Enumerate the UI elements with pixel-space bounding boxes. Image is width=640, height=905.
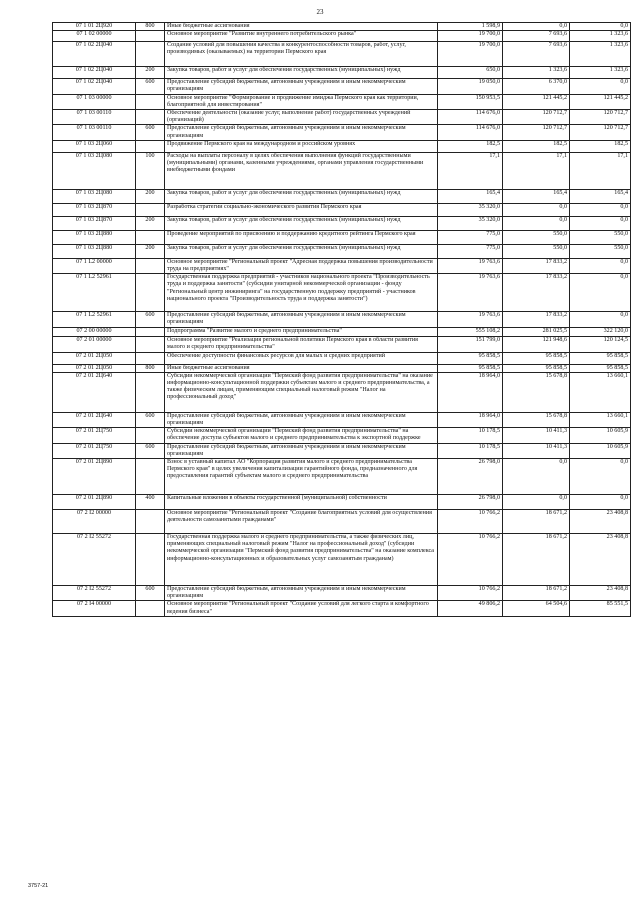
table-row xyxy=(53,510,631,534)
amount-year-1-cell: 17,1 xyxy=(438,152,503,189)
table-row xyxy=(53,258,631,273)
amount-year-2-cell: 7 693,6 xyxy=(503,31,570,42)
expense-type-cell xyxy=(136,601,165,617)
amount-year-3-cell: 550,0 xyxy=(570,244,631,258)
expense-type-cell xyxy=(136,110,165,125)
table-row xyxy=(53,203,631,216)
table-row xyxy=(53,31,631,42)
amount-year-1-cell: 95 858,5 xyxy=(438,352,503,364)
budget-code-cell: 07 1 02 00000 xyxy=(53,31,136,42)
amount-year-3-cell: 0,0 xyxy=(570,23,631,31)
item-name-cell: Предоставление субсидий бюджетным, автономным учреждениям и иным некоммерческим организациям xyxy=(165,586,438,601)
budget-code-cell: 07 1 03 2Ц870 xyxy=(53,216,136,230)
budget-code-cell: 07 2 I2 55272 xyxy=(53,586,136,601)
budget-code-cell: 07 1 02 2Ц040 xyxy=(53,42,136,67)
budget-code-cell: 07 1 03 2Ц080 xyxy=(53,152,136,189)
amount-year-1-cell: 10 178,5 xyxy=(438,443,503,458)
amount-year-2-cell: 18 671,2 xyxy=(503,534,570,586)
budget-code-cell: 07 2 00 00000 xyxy=(53,328,136,337)
amount-year-1-cell: 19 763,6 xyxy=(438,274,503,312)
item-name-cell: Субсидии некоммерческой организации "Пермский фонд развития предпринимательства" на оказание информационно-консультационной поддержки субъектам малого и среднего предпринимательства, а также физическим лицам, применяющим специальный налоговый режим "Налог на профессиональный доход" xyxy=(165,372,438,412)
amount-year-2-cell: 182,5 xyxy=(503,140,570,152)
budget-code-cell: 07 1 02 2Ц040 xyxy=(53,79,136,94)
expense-type-cell xyxy=(136,352,165,364)
amount-year-2-cell: 64 504,6 xyxy=(503,601,570,617)
expense-type-cell: 600 xyxy=(136,312,165,328)
amount-year-3-cell: 13 660,1 xyxy=(570,412,631,427)
amount-year-1-cell: 95 858,5 xyxy=(438,364,503,372)
table-row xyxy=(53,337,631,352)
amount-year-1-cell: 18 964,0 xyxy=(438,412,503,427)
table-row xyxy=(53,230,631,244)
budget-code-cell: 07 2 01 2Ц050 xyxy=(53,364,136,372)
item-name-cell: Разработка стратегии социально-экономического развития Пермского края xyxy=(165,203,438,216)
amount-year-2-cell: 17 833,2 xyxy=(503,258,570,273)
budget-code-cell: 07 1 03 2Ц080 xyxy=(53,189,136,203)
item-name-cell: Закупка товаров, работ и услуг для обеспечения государственных (муниципальных) нужд xyxy=(165,216,438,230)
table-row xyxy=(53,274,631,312)
amount-year-2-cell: 120 712,7 xyxy=(503,125,570,140)
item-name-cell: Закупка товаров, работ и услуг для обеспечения государственных (муниципальных) нужд xyxy=(165,244,438,258)
amount-year-2-cell: 0,0 xyxy=(503,495,570,510)
item-name-cell: Основное мероприятие "Региональный проект "Адресная поддержка повышения производительности труда на предприятиях" xyxy=(165,258,438,273)
budget-code-cell: 07 2 I2 55272 xyxy=(53,534,136,586)
amount-year-2-cell: 95 858,5 xyxy=(503,352,570,364)
amount-year-3-cell: 10 605,9 xyxy=(570,443,631,458)
amount-year-1-cell: 19 763,6 xyxy=(438,312,503,328)
amount-year-2-cell: 10 411,3 xyxy=(503,428,570,443)
amount-year-1-cell: 775,0 xyxy=(438,244,503,258)
table-row xyxy=(53,216,631,230)
table-row xyxy=(53,23,631,31)
table-row xyxy=(53,312,631,328)
budget-code-cell: 07 1 L2 52961 xyxy=(53,312,136,328)
expense-type-cell: 200 xyxy=(136,189,165,203)
amount-year-2-cell: 6 370,0 xyxy=(503,79,570,94)
budget-code-cell: 07 2 I2 00000 xyxy=(53,510,136,534)
item-name-cell: Закупка товаров, работ и услуг для обеспечения государственных (муниципальных) нужд xyxy=(165,67,438,79)
amount-year-3-cell: 1 323,6 xyxy=(570,67,631,79)
table-row xyxy=(53,140,631,152)
budget-code-cell: 07 2 01 2Ц750 xyxy=(53,428,136,443)
amount-year-2-cell: 18 671,2 xyxy=(503,586,570,601)
item-name-cell: Иные бюджетные ассигнования xyxy=(165,23,438,31)
amount-year-1-cell: 10 178,5 xyxy=(438,428,503,443)
amount-year-3-cell: 95 858,5 xyxy=(570,364,631,372)
amount-year-3-cell: 182,5 xyxy=(570,140,631,152)
expense-type-cell xyxy=(136,534,165,586)
table-row xyxy=(53,534,631,586)
amount-year-2-cell: 15 678,8 xyxy=(503,412,570,427)
item-name-cell: Обеспечение деятельности (оказание услуг, выполнение работ) государственных учреждений (организаций) xyxy=(165,110,438,125)
amount-year-2-cell: 7 693,6 xyxy=(503,42,570,67)
amount-year-3-cell: 17,1 xyxy=(570,152,631,189)
amount-year-1-cell: 1 598,9 xyxy=(438,23,503,31)
amount-year-3-cell: 0,0 xyxy=(570,258,631,273)
amount-year-1-cell: 775,0 xyxy=(438,230,503,244)
table-row xyxy=(53,244,631,258)
amount-year-3-cell: 0,0 xyxy=(570,203,631,216)
amount-year-3-cell: 0,0 xyxy=(570,79,631,94)
expense-type-cell xyxy=(136,428,165,443)
budget-code-cell: 07 2 01 2Ц750 xyxy=(53,443,136,458)
expense-type-cell xyxy=(136,203,165,216)
amount-year-1-cell: 26 798,0 xyxy=(438,459,503,495)
budget-code-cell: 07 1 L2 52961 xyxy=(53,274,136,312)
budget-code-cell: 07 2 I4 00000 xyxy=(53,601,136,617)
budget-code-cell: 07 1 03 2Ц880 xyxy=(53,230,136,244)
budget-code-cell: 07 1 03 2Ц880 xyxy=(53,244,136,258)
expense-type-cell xyxy=(136,337,165,352)
amount-year-1-cell: 10 766,2 xyxy=(438,510,503,534)
amount-year-3-cell: 550,0 xyxy=(570,230,631,244)
item-name-cell: Основное мероприятие "Формирование и продвижение имиджа Пермского края как территории, благоприятной для инвестирования" xyxy=(165,94,438,109)
amount-year-1-cell: 49 806,2 xyxy=(438,601,503,617)
item-name-cell: Предоставление субсидий бюджетным, автономным учреждениям и иным некоммерческим организациям xyxy=(165,312,438,328)
expense-type-cell: 100 xyxy=(136,152,165,189)
expense-type-cell xyxy=(136,510,165,534)
item-name-cell: Предоставление субсидий бюджетным, автономным учреждениям и иным некоммерческим организациям xyxy=(165,79,438,94)
table-row xyxy=(53,152,631,189)
expense-type-cell: 200 xyxy=(136,244,165,258)
item-name-cell: Государственная поддержка предприятий - участников национального проекта "Производительность труда и поддержка занятости" (субсидии унитарной некоммерческой организации - фонду "Региональный центр инжиниринга" на государственную поддержку предприятий - участников национального проекта "Производительность труда и поддержка занятости") xyxy=(165,274,438,312)
amount-year-2-cell: 0,0 xyxy=(503,459,570,495)
item-name-cell: Основное мероприятие "Региональный проект "Создание благоприятных условий для осуществления деятельности самозанятыми гражданами" xyxy=(165,510,438,534)
budget-code-cell: 07 2 01 2Ц640 xyxy=(53,412,136,427)
item-name-cell: Предоставление субсидий бюджетным, автономным учреждениям и иным некоммерческим организациям xyxy=(165,125,438,140)
item-name-cell: Расходы на выплаты персоналу в целях обеспечения выполнения функций государственными (муниципальными) органами, казенными учреждениями, органами управления государственными внебюджетными фондами xyxy=(165,152,438,189)
amount-year-2-cell: 1 323,6 xyxy=(503,67,570,79)
item-name-cell: Государственная поддержка малого и среднего предпринимательства, а также физических лиц, применяющих специальный налоговый режим "Налог на профессиональный доход" (субсидии некоммерческой организации "Пермский фонд развития предпринимательства" на оказание комплекса информационно-консультационных и образовательных услуг самозанятым гражданам) xyxy=(165,534,438,586)
expense-type-cell: 200 xyxy=(136,67,165,79)
expense-type-cell xyxy=(136,372,165,412)
table-row xyxy=(53,601,631,617)
item-name-cell: Субсидии некоммерческой организации "Пермский фонд развития предпринимательства" на обеспечение доступа субъектов малого и среднего предпринимательства к экспортной поддержке xyxy=(165,428,438,443)
amount-year-2-cell: 120 712,7 xyxy=(503,110,570,125)
amount-year-3-cell: 120 124,5 xyxy=(570,337,631,352)
amount-year-1-cell: 18 964,0 xyxy=(438,372,503,412)
amount-year-1-cell: 10 766,2 xyxy=(438,534,503,586)
expense-type-cell: 200 xyxy=(136,216,165,230)
amount-year-3-cell: 23 408,8 xyxy=(570,534,631,586)
amount-year-1-cell: 555 108,2 xyxy=(438,328,503,337)
expense-type-cell: 800 xyxy=(136,364,165,372)
amount-year-3-cell: 1 323,6 xyxy=(570,42,631,67)
budget-code-cell: 07 2 01 2Ц640 xyxy=(53,372,136,412)
expense-type-cell: 400 xyxy=(136,495,165,510)
amount-year-2-cell: 17 833,2 xyxy=(503,312,570,328)
table-row xyxy=(53,495,631,510)
amount-year-3-cell: 0,0 xyxy=(570,459,631,495)
item-name-cell: Обеспечение доступности финансовых ресурсов для малых и средних предприятий xyxy=(165,352,438,364)
amount-year-1-cell: 165,4 xyxy=(438,189,503,203)
budget-code-cell: 07 1 02 2Ц040 xyxy=(53,67,136,79)
amount-year-2-cell: 0,0 xyxy=(503,23,570,31)
budget-table xyxy=(52,22,631,617)
amount-year-1-cell: 26 798,0 xyxy=(438,495,503,510)
amount-year-1-cell: 650,0 xyxy=(438,67,503,79)
amount-year-2-cell: 121 948,6 xyxy=(503,337,570,352)
table-row xyxy=(53,79,631,94)
item-name-cell: Проведение мероприятий по присвоению и поддержанию кредитного рейтинга Пермского края xyxy=(165,230,438,244)
expense-type-cell xyxy=(136,230,165,244)
expense-type-cell xyxy=(136,140,165,152)
item-name-cell: Предоставление субсидий бюджетным, автономным учреждениям и иным некоммерческим организациям xyxy=(165,412,438,427)
amount-year-2-cell: 165,4 xyxy=(503,189,570,203)
amount-year-1-cell: 182,5 xyxy=(438,140,503,152)
expense-type-cell: 600 xyxy=(136,412,165,427)
budget-code-cell: 07 1 03 2Ц060 xyxy=(53,140,136,152)
budget-code-cell: 07 2 01 00000 xyxy=(53,337,136,352)
table-row xyxy=(53,110,631,125)
amount-year-1-cell: 114 676,0 xyxy=(438,110,503,125)
amount-year-3-cell: 85 551,5 xyxy=(570,601,631,617)
expense-type-cell: 600 xyxy=(136,443,165,458)
amount-year-3-cell: 0,0 xyxy=(570,216,631,230)
table-row xyxy=(53,94,631,109)
amount-year-2-cell: 550,0 xyxy=(503,230,570,244)
amount-year-2-cell: 121 445,2 xyxy=(503,94,570,109)
expense-type-cell xyxy=(136,459,165,495)
budget-code-cell: 07 1 03 2Ц870 xyxy=(53,203,136,216)
amount-year-3-cell: 322 120,0 xyxy=(570,328,631,337)
item-name-cell: Основное мероприятие "Реализация региональной политики Пермского края в области развития малого и среднего предпринимательства" xyxy=(165,337,438,352)
amount-year-3-cell: 120 712,7 xyxy=(570,125,631,140)
amount-year-2-cell: 0,0 xyxy=(503,216,570,230)
expense-type-cell xyxy=(136,94,165,109)
table-row xyxy=(53,459,631,495)
amount-year-3-cell: 0,0 xyxy=(570,274,631,312)
amount-year-3-cell: 23 408,8 xyxy=(570,510,631,534)
table-row xyxy=(53,428,631,443)
amount-year-1-cell: 35 320,0 xyxy=(438,216,503,230)
amount-year-3-cell: 165,4 xyxy=(570,189,631,203)
budget-table-body xyxy=(53,23,631,617)
document-footer-code: 3757-21 xyxy=(28,883,49,889)
item-name-cell: Основное мероприятие "Региональный проект "Создание условий для легкого старта и комфортного ведения бизнеса" xyxy=(165,601,438,617)
expense-type-cell xyxy=(136,258,165,273)
page-number: 23 xyxy=(316,8,324,16)
budget-code-cell: 07 1 03 00000 xyxy=(53,94,136,109)
amount-year-1-cell: 19 763,6 xyxy=(438,258,503,273)
expense-type-cell: 600 xyxy=(136,79,165,94)
amount-year-2-cell: 17,1 xyxy=(503,152,570,189)
table-row xyxy=(53,364,631,372)
amount-year-1-cell: 19 700,0 xyxy=(438,42,503,67)
amount-year-2-cell: 10 411,3 xyxy=(503,443,570,458)
item-name-cell: Подпрограмма "Развитие малого и среднего предпринимательства" xyxy=(165,328,438,337)
table-row xyxy=(53,42,631,67)
expense-type-cell: 600 xyxy=(136,125,165,140)
table-row xyxy=(53,328,631,337)
item-name-cell: Взнос в уставный капитал АО "Корпорация развития малого и среднего предпринимательства Пермского края" в целях увеличения капитализации гарантийного фонда, предназначенного для предоставления гарантий субъектам малого и среднего предпринимательства xyxy=(165,459,438,495)
table-row xyxy=(53,67,631,79)
item-name-cell: Капитальные вложения в объекты государственной (муниципальной) собственности xyxy=(165,495,438,510)
expense-type-cell xyxy=(136,42,165,67)
amount-year-2-cell: 550,0 xyxy=(503,244,570,258)
item-name-cell: Иные бюджетные ассигнования xyxy=(165,364,438,372)
table-row xyxy=(53,189,631,203)
table-row xyxy=(53,586,631,601)
amount-year-3-cell: 0,0 xyxy=(570,312,631,328)
amount-year-3-cell: 0,0 xyxy=(570,495,631,510)
item-name-cell: Закупка товаров, работ и услуг для обеспечения государственных (муниципальных) нужд xyxy=(165,189,438,203)
table-row xyxy=(53,125,631,140)
amount-year-2-cell: 18 671,2 xyxy=(503,510,570,534)
budget-code-cell: 07 1 L2 00000 xyxy=(53,258,136,273)
item-name-cell: Основное мероприятие "Развитие внутреннего потребительского рынка" xyxy=(165,31,438,42)
budget-code-cell: 07 1 01 2Ц920 xyxy=(53,23,136,31)
budget-code-cell: 07 1 03 00110 xyxy=(53,125,136,140)
item-name-cell: Продвижение Пермского края на международном и российском уровнях xyxy=(165,140,438,152)
amount-year-1-cell: 114 676,0 xyxy=(438,125,503,140)
amount-year-3-cell: 120 712,7 xyxy=(570,110,631,125)
budget-code-cell: 07 1 03 00110 xyxy=(53,110,136,125)
amount-year-1-cell: 19 700,0 xyxy=(438,31,503,42)
expense-type-cell xyxy=(136,274,165,312)
amount-year-3-cell: 10 605,9 xyxy=(570,428,631,443)
amount-year-2-cell: 95 858,5 xyxy=(503,364,570,372)
amount-year-1-cell: 151 799,0 xyxy=(438,337,503,352)
budget-code-cell: 07 2 01 2Ц890 xyxy=(53,459,136,495)
amount-year-3-cell: 1 323,6 xyxy=(570,31,631,42)
budget-code-cell: 07 2 01 2Ц050 xyxy=(53,352,136,364)
expense-type-cell xyxy=(136,328,165,337)
amount-year-2-cell: 17 833,2 xyxy=(503,274,570,312)
expense-type-cell xyxy=(136,31,165,42)
amount-year-1-cell: 150 953,5 xyxy=(438,94,503,109)
expense-type-cell: 600 xyxy=(136,586,165,601)
amount-year-3-cell: 95 858,5 xyxy=(570,352,631,364)
amount-year-1-cell: 35 320,0 xyxy=(438,203,503,216)
amount-year-3-cell: 121 445,2 xyxy=(570,94,631,109)
amount-year-2-cell: 281 025,5 xyxy=(503,328,570,337)
item-name-cell: Предоставление субсидий бюджетным, автономным учреждениям и иным некоммерческим организациям xyxy=(165,443,438,458)
budget-code-cell: 07 2 01 2Ц890 xyxy=(53,495,136,510)
table-row xyxy=(53,372,631,412)
table-row xyxy=(53,443,631,458)
amount-year-3-cell: 13 660,1 xyxy=(570,372,631,412)
amount-year-3-cell: 23 408,8 xyxy=(570,586,631,601)
amount-year-2-cell: 15 678,8 xyxy=(503,372,570,412)
amount-year-1-cell: 19 050,0 xyxy=(438,79,503,94)
amount-year-2-cell: 0,0 xyxy=(503,203,570,216)
table-row xyxy=(53,352,631,364)
expense-type-cell: 800 xyxy=(136,23,165,31)
item-name-cell: Создание условий для повышения качества и конкурентоспособности товаров, работ, услуг, производимых (оказываемых) на территории Пермского края xyxy=(165,42,438,67)
amount-year-1-cell: 10 766,2 xyxy=(438,586,503,601)
table-row xyxy=(53,412,631,427)
